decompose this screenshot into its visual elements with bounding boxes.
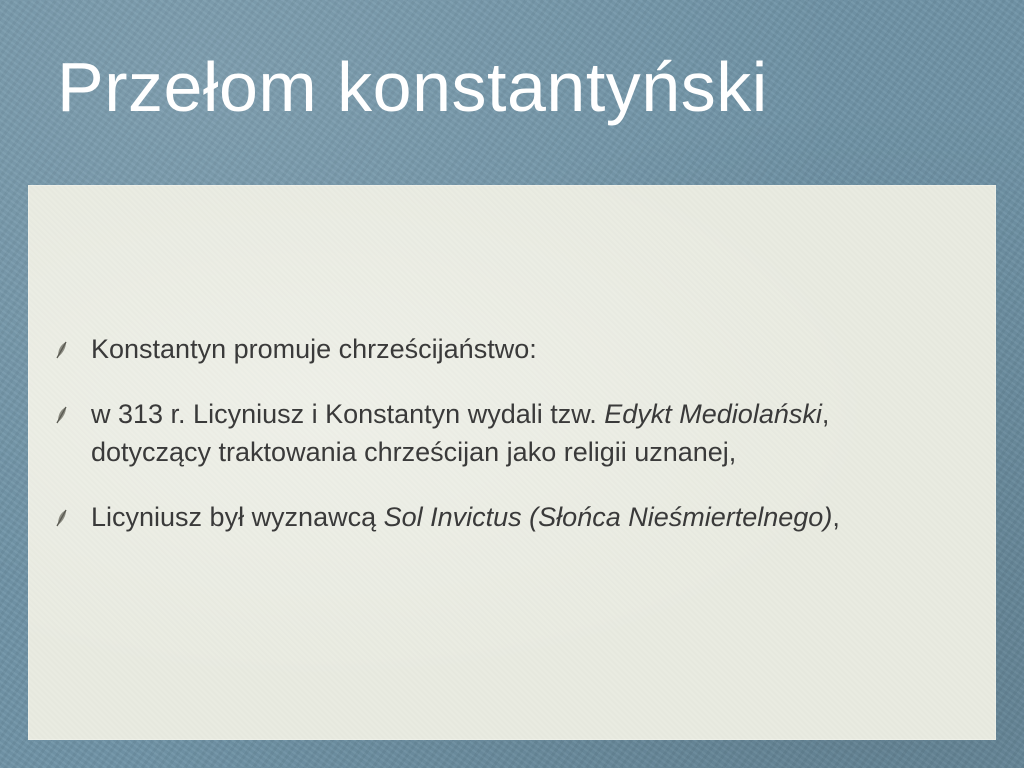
bullet-text-part: Konstantyn promuje chrześcijaństwo: — [91, 334, 537, 364]
edict-name: Edykt Mediolański — [604, 399, 822, 429]
bullet-item — [28, 498, 996, 536]
bullet-text-part: , — [832, 502, 840, 532]
feather-bullet-icon — [54, 406, 70, 424]
content-panel — [28, 185, 996, 740]
bullet-item — [28, 395, 996, 471]
deity-name: Sol Invictus (Słońca Nieśmiertelnego) — [383, 502, 833, 532]
bullet-text-part: , dotyczący traktowania chrześcijan jako religii uznanej, — [91, 399, 830, 467]
bullet-text-part: w 313 r. Licyniusz i Konstantyn wydali tzw. — [91, 399, 605, 429]
feather-bullet-icon — [54, 341, 70, 359]
bullet-list — [28, 330, 996, 563]
bullet-item — [28, 330, 996, 368]
bullet-text-part: Licyniusz był wyznawcą — [91, 502, 384, 532]
feather-bullet-icon — [54, 509, 70, 527]
slide-title: Przełom konstantyński — [57, 48, 768, 126]
